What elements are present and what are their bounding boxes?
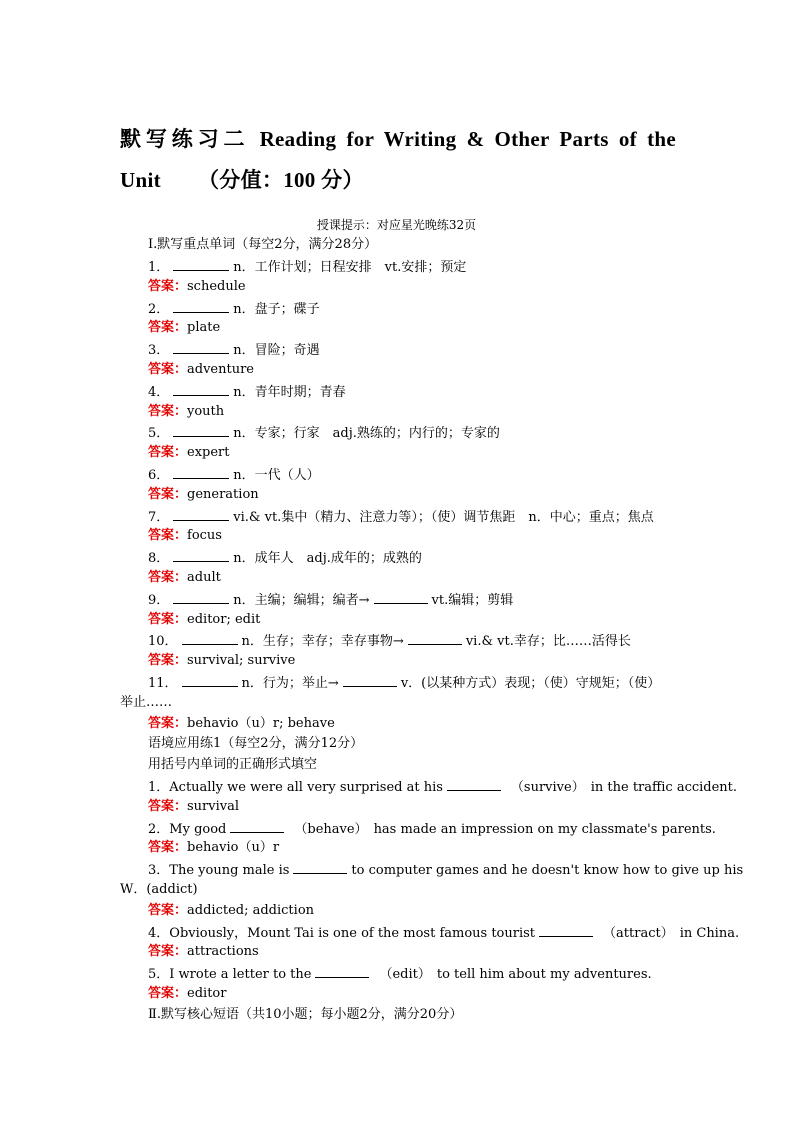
sentence-end: in China. [679, 926, 740, 941]
answer-text: addicted; addiction [187, 903, 315, 918]
item-definition: vi.& vt.集中（精力、注意力等）；（使）调节焦距 n．中心；重点；焦点 [233, 510, 654, 525]
answer-line [148, 653, 295, 669]
answer-label: 答案： [148, 362, 188, 377]
item-number: 1． [148, 780, 170, 795]
vocab-item [148, 341, 320, 357]
sentence-start: Obviously，Mount Tai is one of the most famous tourist [169, 926, 536, 941]
answer-label: 答案： [148, 404, 188, 419]
answer-blank[interactable] [173, 424, 229, 437]
answer-label: 答案： [148, 528, 188, 543]
answer-line [148, 487, 259, 503]
answer-text: adventure [187, 362, 255, 377]
answer-blank[interactable] [173, 508, 229, 521]
item-number: 9． [148, 593, 170, 608]
answer-line [148, 903, 314, 919]
sentence-end: in the traffic accident. [590, 780, 738, 795]
answer-label: 答案： [148, 840, 188, 855]
answer-blank[interactable] [182, 674, 238, 687]
answer-line [148, 528, 222, 544]
sentence-start: Actually we were all very surprised at his [169, 780, 443, 795]
answer-blank[interactable] [374, 591, 428, 604]
practice-item [148, 965, 652, 981]
vocab-item [148, 591, 513, 607]
answer-text: schedule [187, 279, 246, 294]
answer-line [148, 986, 226, 1002]
answer-blank[interactable] [173, 466, 229, 479]
practice-heading [148, 736, 363, 752]
practice-instruction: 用括号内单词的正确形式填空 [148, 757, 318, 772]
word-hint: （behave） [294, 822, 368, 837]
answer-blank[interactable] [173, 341, 229, 354]
answer-blank[interactable] [408, 632, 462, 645]
title-en: Reading for Writing & Other Parts of the [259, 127, 676, 151]
answer-line [148, 840, 279, 856]
answer-blank[interactable] [173, 300, 229, 313]
title-cn: 默写练习二 [120, 127, 250, 151]
item-number: 1． [148, 260, 170, 275]
item-definition-2: v．(以某种方式）表现；（使）守规矩；（使） [400, 676, 661, 691]
answer-label: 答案： [148, 320, 188, 335]
item-definition: n．一代（人） [233, 468, 320, 483]
answer-label: 答案： [148, 279, 188, 294]
answer-label: 答案： [148, 716, 188, 731]
answer-text: generation [187, 487, 259, 502]
item-definition-2: vi.& vt.幸存；比……活得长 [465, 634, 631, 649]
answer-text: expert [187, 445, 230, 460]
answer-line [148, 445, 230, 461]
sentence-end: has made an impression on my classmate's parents. [373, 822, 716, 837]
item-number: 3． [148, 343, 170, 358]
answer-label: 答案： [148, 487, 188, 502]
answer-text: focus [187, 528, 222, 543]
answer-blank[interactable] [173, 549, 229, 562]
sentence-end: to computer games and he doesn't know how to give up his [351, 863, 744, 878]
title-unit: Unit [120, 168, 161, 192]
answer-text: behavio（u）r; behave [187, 716, 335, 731]
word-hint: （survive） [510, 780, 585, 795]
answer-text: youth [187, 404, 225, 419]
item-number: 5． [148, 967, 170, 982]
item-number: 5． [148, 426, 170, 441]
practice-item [148, 778, 737, 794]
answer-line [148, 612, 260, 628]
vocab-item [148, 632, 631, 648]
item-definition-cont: 举止…… [120, 695, 173, 710]
answer-label: 答案： [148, 944, 188, 959]
answer-blank[interactable] [293, 861, 347, 874]
answer-line [148, 362, 254, 378]
answer-line [148, 944, 259, 960]
section-1-score: （每空2分，满分28分） [235, 237, 378, 252]
answer-text: behavio（u）r [187, 840, 280, 855]
section-1-title: Ⅰ.默写重点单词 [148, 237, 236, 252]
vocab-item [148, 549, 422, 565]
sentence-start: I wrote a letter to the [169, 967, 312, 982]
answer-text: survival [187, 799, 240, 814]
vocab-item [148, 674, 660, 690]
answer-label: 答案： [148, 612, 188, 627]
item-number: 7． [148, 510, 170, 525]
teaching-hint: 授课提示：对应星光晚练32页 [316, 218, 477, 232]
item-definition: n．生存；幸存；幸存事物→ [241, 634, 404, 649]
answer-line [148, 716, 335, 732]
vocab-item [148, 383, 346, 399]
sentence-end: to tell him about my adventures. [436, 967, 652, 982]
sentence-cont: W．(addict) [120, 882, 198, 897]
answer-text: attractions [187, 944, 259, 959]
answer-blank[interactable] [173, 383, 229, 396]
word-hint: （edit） [379, 967, 431, 982]
section-1-heading [148, 237, 377, 253]
answer-text: plate [187, 320, 221, 335]
answer-blank[interactable] [230, 820, 284, 833]
answer-line [148, 799, 239, 815]
practice-title-num: 1 [213, 736, 222, 751]
answer-blank[interactable] [343, 674, 397, 687]
practice-score: （每空2分，满分12分） [221, 736, 364, 751]
vocab-item [148, 508, 654, 524]
title-line-2 [120, 164, 676, 194]
answer-line [148, 570, 221, 586]
item-number: 2． [148, 302, 170, 317]
answer-label: 答案： [148, 799, 188, 814]
vocab-item [148, 258, 466, 274]
answer-text: editor; edit [187, 612, 261, 627]
answer-label: 答案： [148, 653, 188, 668]
section-2-title: Ⅱ.默写核心短语 [148, 1007, 239, 1022]
item-definition: n．主编；编辑；编者→ [233, 593, 370, 608]
item-number: 3． [148, 863, 170, 878]
answer-label: 答案： [148, 445, 188, 460]
word-hint: （attract） [603, 926, 674, 941]
practice-title: 语境应用练 [148, 736, 214, 751]
item-definition: n．行为；举止→ [241, 676, 339, 691]
item-number: 4． [148, 385, 170, 400]
practice-item [148, 861, 743, 877]
item-number: 6． [148, 468, 170, 483]
item-definition-2: vt.编辑；剪辑 [431, 593, 514, 608]
item-number: 2． [148, 822, 170, 837]
sentence-start: My good [169, 822, 227, 837]
answer-blank[interactable] [182, 632, 238, 645]
answer-text: editor [187, 986, 227, 1001]
item-definition: n．青年时期；青春 [233, 385, 346, 400]
answer-label: 答案： [148, 903, 188, 918]
answer-blank[interactable] [173, 258, 229, 271]
practice-item [148, 820, 716, 836]
title-score: （分值：100 分） [198, 168, 364, 192]
answer-line [148, 404, 224, 420]
practice-item [148, 924, 739, 940]
section-2-score: （共10小题；每小题2分，满分20分） [238, 1007, 463, 1022]
item-definition: n．工作计划；日程安排 vt.安排；预定 [233, 260, 467, 275]
item-definition: n．成年人 adj.成年的；成熟的 [233, 551, 422, 566]
item-number: 4． [148, 926, 170, 941]
answer-blank[interactable] [539, 924, 593, 937]
answer-blank[interactable] [447, 778, 501, 791]
item-definition: n．专家；行家 adj.熟练的；内行的；专家的 [233, 426, 500, 441]
answer-label: 答案： [148, 986, 188, 1001]
answer-blank[interactable] [315, 965, 369, 978]
answer-blank[interactable] [173, 591, 229, 604]
title-line-1 [120, 123, 676, 153]
vocab-item [148, 300, 320, 316]
vocab-item [148, 466, 320, 482]
answer-text: survival; survive [187, 653, 296, 668]
vocab-item [148, 424, 500, 440]
answer-line [148, 279, 246, 295]
item-number: 8． [148, 551, 170, 566]
item-definition: n．冒险；奇遇 [233, 343, 320, 358]
answer-line [148, 320, 220, 336]
answer-label: 答案： [148, 570, 188, 585]
section-2-heading [148, 1007, 462, 1023]
item-number: 11． [148, 676, 178, 691]
item-definition: n．盘子；碟子 [233, 302, 320, 317]
sentence-start: The young male is [169, 863, 290, 878]
answer-text: adult [187, 570, 221, 585]
item-number: 10． [148, 634, 178, 649]
